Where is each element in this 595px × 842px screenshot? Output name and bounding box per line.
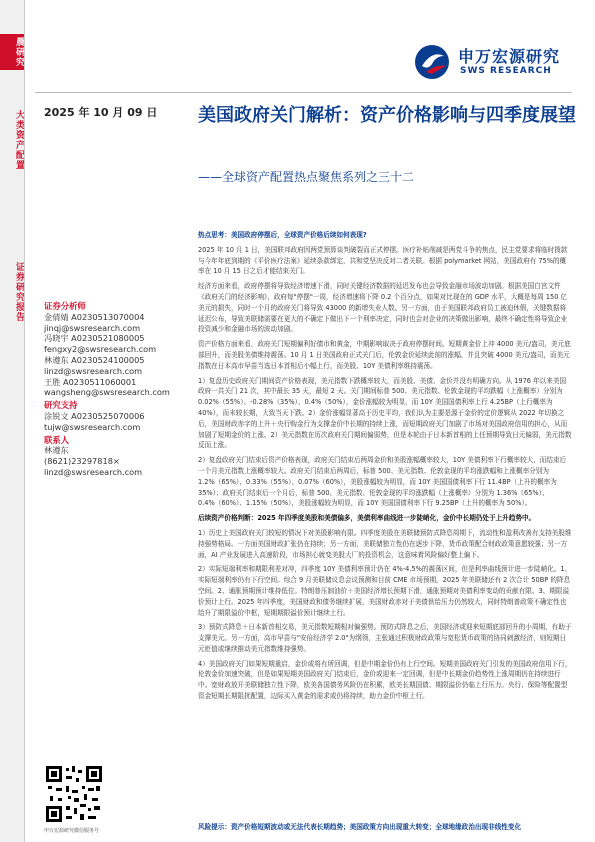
analyst-line: fengxy2@swsresearch.com [44,344,157,355]
company-logo [414,44,564,86]
report-title: 美国政府关门解析：资产价格影响与四季度展望 [198,105,576,126]
contact-line: (8621)23297818× [44,456,120,467]
analyst-line: jinqj@swsresearch.com [44,322,141,333]
body-paragraph: 2）实际短端利率和期限利差对冲，四季度 10Y 美债利率预计仍在 4%-4.5%的震荡区间，但是利率曲线预计进一步陡峭化。1、实际短端利率仍有下行空间。综合 9 月美联储议息会议预测和目前 CME 市场预期，2025 年美联储还有 2 次合计 50BP 的降息空间。2、通胀预期预计维持低位。特朗普压制油价＋美国经济增长预期下滑，通胀预期对美债利率变动的贡献有限。3、期限溢价预计上行。2025 年四季度，美国财政和债务继续扩展，美国财政赤对于美债供给压力仍然较大，同时特朗普政策不确定性也给升了期限溢价中枢，短期期限溢价预计继续上行。 [198,565,572,617]
report-date: 2025 年 10 月 09 日 [44,106,158,119]
header-divider [35,92,572,93]
body-paragraph: 后续资产价格判断：2025 年四季度美股和美债偏多，美债利率曲线进一步陡峭化，金价中长期仍处于上升趋势中。 [198,514,536,523]
qr-code-icon [44,764,104,824]
body-paragraph: 3）预防式降息＋日本新首相交易，美元指数短期相对偏强势。预防式降息之后，美国经济或迎来短期底部回升的小周期，有助于支撑美元。另一方面，高市早苗与"安倍经济学 2.0"为纲领，主张通过积极财政政策与宽松货币政策的协同刺激经济，则短期日元贬值或继续推动美元指数维持强势。 [198,623,572,653]
body-paragraph: 资产价格方面来看，政府关门短期偏利好债市和黄金，中期影响取决于政府停摆时间。短期黄金价上冲 4000 美元/盎司，美元底部回升，而美股美债维持震荡。10 月 1 日美国政府正式关门后，伦敦金价延续此前的涨幅，并且突破 4000 美元/盎司，而美元指数在日本高市早苗当选日本首相后小幅上行，而美股、10Y 美债利率维持震荡。 [198,340,571,370]
body-paragraph: 2025 年 10 月 1 日，美国联邦政府因两党预算谈判破裂而正式停摆。医疗补贴削减是两党斗争的焦点，民主党要求将临时拨款与今年年底到期的《平价医疗法案》延续条款绑定，共和党坚决反对二者关联。根据 polymarket 网站，美国政府有 75%的概率在 10 月 15 日之后才能结束关门。 [198,245,568,276]
support-line: 涂锐文 A0230525070006 [44,410,145,421]
contact-line: linzd@swsresearch.com [44,466,143,477]
analyst-line: 林遵东 A0230524100005 [44,354,145,365]
sidebar-divider [24,0,25,842]
analyst-line: linzd@swsresearch.com [44,365,143,376]
focus-question: 热点思考：美国政府停摆后，全球资产价格后续如何表现? [198,231,367,239]
wechat-service-caption: 申万宏源研究微信服务号 [44,828,100,834]
research-support-header: 研究支持 [44,400,78,411]
contact-line: 林遵东 [44,445,69,456]
body-paragraph: 2）复盘政府关门结束后资产价格表现，政府关门结束后两周金价和美股涨幅概率较大，10Y 美债利率下行概率较大，而结束后一个月美元指数上涨概率较大。政府关门结束后两周后，标普 500、美元指数、伦敦金现的平均涨跌幅和上涨概率分别为 1.2%（65%）、0.33%（55%）、0.07%（60%），美股涨幅较为明显，而 10Y 美国国债利率下行 11.4BP（上升的概率为 35%）；政府关门结束后一个月后，标普 500、美元指数、伦敦金现的平均涨跌幅（上涨概率）分别为 1.36%（65%）、0.4%（60%）、1.15%（50%），美股涨幅较为明显，而 10Y 美国国债利率下行 9.25BP（上升的概率为 50%）。 [198,456,567,508]
body-paragraph: 1）复盘历史政府关门期间资产价格表现，美元指数下跌概率较大，而美股、美债、金价并没有明确方向。从 1976 年以来美国政府一共关门 21 次，其中最长 35 天，最短 2 天。关门期间标普 500、美元指数、伦敦金现的平均跌幅（上涨概率）分别为 0.02%（55%）、-0.28%（35%）、0.4%（50%），金价涨幅较为明显，而 10Y 美国国债利率上行 4.25BP（上行概率为 40%），而未较长期，大致当天下跌。2）金价涨幅显著高于历史平均，我们认为主要是源于金价的定价逻辑从 2022 年切换之后，美国财政赤字的上升＋央行购金行为支撑金价中长期的持续上涨，而短期政府关门加剧了市场对美国政府信用的担心，从而加剧了短期金价的上涨。2）美元指数在历次政府关门期间偏弱势，但是本轮由于日本新首相的上任预期导致日元偏弱，美元指数反而上涨。 [198,376,572,450]
body-paragraph: 经济方面来看，政府停摆将导致经济增速下滑，同时关键经济数据的延迟发布也会导致金融市场波动加剧。根据美国白宫文件《政府关门的经济影响》，政府每"停摆"一周，经济增速将下降 0.2 个百分点，如果对比现在的 GDP 水平，大概是每周 150 亿美元的损失，同时一个月的政府关门将导致 43000 的新增失业人数。另一方面，由于美国联邦政府员工被迫休假，关键数据将延迟公布，导致美联储需要在更大的不确定下做出下一个利率决定，同时也会对企业的决策做出影响，最终不确定性将导致企业投资减少和金融市场的波动加剧。 [198,282,568,334]
analysts-header: 证券分析师 [44,301,86,311]
body-paragraph: 1）历史上美国政府关门较短的情况下对美股影响有限。四季度美股在美联储预防式降息周期下，流动性和盈利改善有支持美股维持强势格局。一方面美国财政扩张仍在持续；另一方面，美联储独立性仍在逐步下降，货币政策配合财政政策意愿较强；另一方面，AI 产业发展进入高速阶段，市场担心就变美股大厂的投资机会，这意味着风险偏好整上偏下。 [198,528,572,559]
report-subtitle: ——全球资产配置热点聚焦系列之三十二 [198,170,415,184]
risk-warning: 风险提示：资产价格短期波动或无法代表长期趋势；美国政策方向出现重大转变；全球地缘政治出现非线性变化 [198,823,522,831]
report-body [198,230,572,706]
analyst-line: 王胜 A0230511060001 [44,376,137,387]
sidebar-tag-morning-research: 晨研究 [0,34,24,70]
logo-text-en: SWS RESEARCH [460,66,552,76]
support-line: tujw@swsresearch.com [44,421,141,432]
analyst-line: 金倩婧 A0230513070004 [44,311,145,322]
contact-header: 联系人 [44,434,70,445]
logo-text-cn: 申万宏源研究 [458,47,561,66]
analyst-line: 冯晓宇 A0230521080005 [44,333,145,344]
body-paragraph: 4）美国政府关门如果短期重启，金价或将有所回调，但是中期金价仍有上行空间。短期美国政府关门引发的美国政府信用下行，伦敦金价加速突破，但是如果短期美国政府关门结束后，金价或迎来一定回调，但是中长期金价趋势性上涨周期仍在持续进行中。宽财政放开美联储独立性下降，欧美各国债务风险仍在积累，欧美长期国债、期限溢价仍临上行压力。央行、保险等配置型资金短期长期阻扰配置，边际买入黄金的需求或仍将持续，助力金价中枢上行。 [198,659,572,701]
sidebar-tag-securities-report: 证券研究报告 [14,262,24,322]
logo-mark-icon [414,44,452,80]
sidebar-tag-asset-allocation: 大类资产配置 [14,110,24,170]
analyst-panel [44,301,184,478]
analyst-line: wangsheng@swsresearch.com [44,387,170,398]
